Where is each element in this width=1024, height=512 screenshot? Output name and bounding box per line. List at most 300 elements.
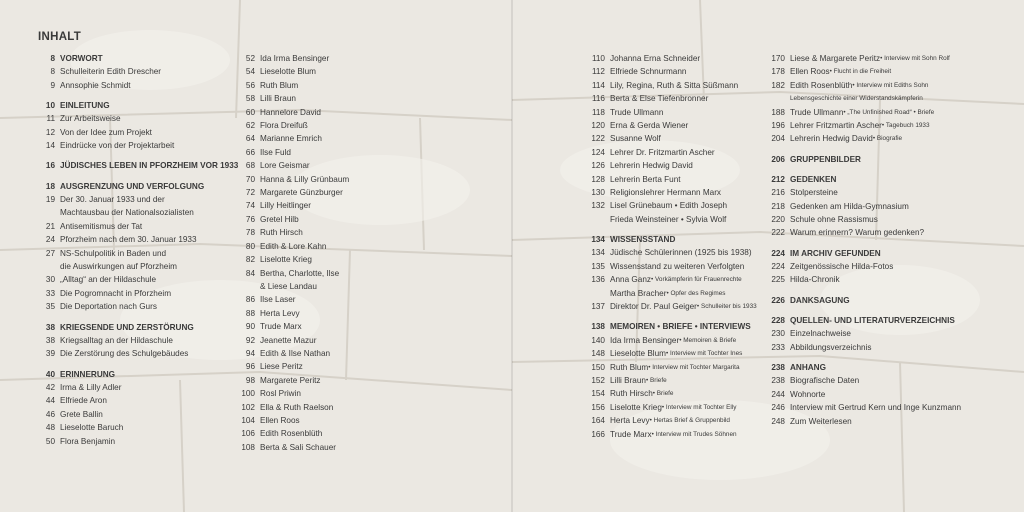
toc-section-heading [38,52,238,65]
entry-title: Bertha, Charlotte, Ilse [260,268,340,278]
toc-entry [585,159,757,172]
page-number: 182 [771,80,785,90]
page-number: 104 [241,415,255,425]
toc-entry [585,428,757,441]
entry-subtitle: • Tagebuch 1933 [882,119,930,132]
toc-entry [238,293,349,306]
toc-column-3 [585,52,757,441]
toc-column-1 [38,52,238,448]
toc-entry [585,414,757,427]
entry-title: Von der Idee zum Projekt [60,127,152,137]
entry-title: Edith Rosenblüth [260,429,323,439]
toc-entry [585,273,757,286]
entry-title: Zur Arbeitsweise [60,114,121,124]
toc-column-4 [765,52,961,428]
entry-title: Lehrerin Berta Funt [610,174,681,184]
page-number: 10 [45,101,55,111]
toc-entry [238,106,349,119]
entry-title: Eindrücke von der Projektarbeit [60,141,175,151]
page-number: 8 [50,67,55,77]
page-number: 122 [591,134,605,144]
entry-subtitle: • Interview mit Tochter Elly [662,401,737,414]
entry-title: Die Deportation nach Gurs [60,302,157,312]
entry-title: WISSENSSTAND [610,235,676,245]
page-number: 102 [241,402,255,412]
page-number: 54 [245,67,255,77]
entry-subtitle: • Interview mit Tochter Margarita [648,361,739,374]
page-number: 100 [241,389,255,399]
toc-entry [765,401,961,414]
entry-title: Schule ohne Rassismus [790,215,878,225]
page-number: 166 [591,429,605,439]
toc-entry [585,65,757,78]
page-number: 46 [45,409,55,419]
page-number: 135 [591,261,605,271]
toc-entry [38,394,238,407]
page-number: 212 [771,174,785,184]
page-title: INHALT [38,31,82,43]
page-number: 238 [771,362,785,372]
entry-subtitle: • Schulleiter bis 1933 [697,300,757,313]
page-number [585,213,605,226]
toc-entry [38,193,238,206]
entry-subtitle: • Interview mit Ediths Sohn [852,79,928,92]
entry-title: Trude Ullmann [610,107,664,117]
toc-section-heading [585,233,757,246]
entry-title: Annsophie Schmidt [60,80,131,90]
toc-entry [38,300,238,313]
entry-title: Religionslehrer Hermann Marx [610,188,722,198]
entry-title: Interview mit Gertrud Kern und Inge Kunzmann [790,403,962,413]
entry-title: NS-Schulpolitik in Baden und [60,248,167,258]
entry-title: Ruth Hirsch [260,228,303,238]
entry-title: Lilli Braun [610,375,646,385]
entry-subtitle: • Interview mit Trudes Söhnen [652,428,737,441]
toc-section-heading [38,180,238,193]
toc-section-heading [38,368,238,381]
page-number: 112 [591,67,605,77]
page-number: 152 [591,375,605,385]
toc-entry [38,65,238,78]
entry-title: Margarete Peritz [260,375,321,385]
toc-entry [238,307,349,320]
page-number: 114 [591,80,605,90]
page-number: 56 [245,80,255,90]
page-number: 74 [245,201,255,211]
toc-section-heading [765,294,961,307]
page-number: 224 [771,262,785,272]
page-number: 134 [591,235,605,245]
page-number: 218 [771,201,785,211]
entry-title: Wissensstand zu weiteren Verfolgten [610,261,745,271]
page-number: 44 [45,396,55,406]
entry-title: Liselotte Krieg [610,402,662,412]
entry-title: Marianne Emrich [260,134,322,144]
page-number: 233 [771,342,785,352]
toc-entry [765,200,961,213]
page-number: 82 [245,255,255,265]
entry-title: EINLEITUNG [60,101,110,111]
entry-title: Einzelnachweise [790,329,851,339]
toc-entry [238,65,349,78]
toc-entry [585,199,757,212]
entry-title: Ella & Ruth Raelson [260,402,334,412]
toc-entry [238,119,349,132]
toc-entry [765,132,961,145]
page-number: 40 [45,369,55,379]
entry-title: Jeanette Mazur [260,335,317,345]
page-number: 33 [45,288,55,298]
page-number: 246 [771,403,785,413]
page-number: 137 [591,302,605,312]
page-number: 244 [771,389,785,399]
toc-entry [238,226,349,239]
entry-title: Ida Irma Bensinger [610,335,680,345]
entry-title: Lehrer Dr. Fritzmartin Ascher [610,147,715,157]
page-number: 16 [45,161,55,171]
entry-title: IM ARCHIV GEFUNDEN [790,248,881,258]
page-number: 224 [771,248,785,258]
entry-title: Elfriede Schnurmann [610,67,687,77]
toc-entry [238,253,349,266]
entry-title: Liese Peritz [260,362,303,372]
toc-entry [585,92,757,105]
toc-entry [38,408,238,421]
entry-title: Die Zerstörung des Schulgebäudes [60,349,189,359]
toc-entry [38,334,238,347]
page-number: 216 [771,188,785,198]
page-number [38,260,55,273]
page-number: 124 [591,147,605,157]
entry-title: Anna Ganz [610,275,651,285]
toc-entry [765,92,961,105]
page-number: 68 [245,161,255,171]
toc-entry [238,173,349,186]
entry-title: Susanne Wolf [610,134,661,144]
toc-entry [585,52,757,65]
page-number: 64 [245,134,255,144]
entry-title: MEMOIREN • BRIEFE • INTERVIEWS [610,322,751,332]
page-number: 138 [591,322,605,332]
page-number: 88 [245,308,255,318]
toc-entry [765,106,961,119]
entry-title: & Liese Landau [260,281,317,291]
toc-entry [238,360,349,373]
entry-title: Irma & Lilly Adler [60,382,122,392]
toc-entry [238,280,349,293]
toc-entry [238,374,349,387]
entry-title: Flora Dreifuß [260,121,308,131]
entry-title: Rosl Priwin [260,389,301,399]
page-number: 76 [245,214,255,224]
toc-entry [585,132,757,145]
entry-subtitle: Lebensgeschichte einer Widerstandskämpferin [790,95,923,103]
toc-entry [585,106,757,119]
entry-title: Martha Bracher [610,288,667,298]
page-number: 132 [591,201,605,211]
toc-section-heading [765,247,961,260]
entry-title: Elfriede Aron [60,396,107,406]
toc-entry [585,146,757,159]
entry-title: Gretel Hilb [260,214,299,224]
entry-title: Flora Benjamin [60,436,116,446]
page-number: 30 [45,275,55,285]
entry-title: Lieselotte Blum [260,67,316,77]
entry-title: Lilli Braun [260,94,296,104]
entry-subtitle: • Hertas Brief & Gruppenbild [650,414,730,427]
page-number: 58 [245,94,255,104]
toc-entry [585,401,757,414]
page-number: 230 [771,329,785,339]
toc-entry [238,347,349,360]
entry-title: JÜDISCHES LEBEN IN PFORZHEIM VOR 1933 [60,161,239,171]
page-number: 134 [591,248,605,258]
toc-entry [765,119,961,132]
entry-subtitle: • Briefe [646,374,667,387]
page-number: 136 [591,275,605,285]
entry-title: Ruth Hirsch [610,389,653,399]
page-number: 178 [771,67,785,77]
toc-entry [765,226,961,239]
entry-subtitle: • Vorkämpferin für Frauenrechte [651,273,742,286]
toc-entry [585,260,757,273]
page-number: 72 [245,188,255,198]
entry-title: Abbildungsverzeichnis [790,342,872,352]
page-number: 27 [45,248,55,258]
entry-title: VORWORT [60,54,103,63]
toc-entry [38,347,238,360]
entry-title: Hannelore David [260,107,321,117]
toc-entry [765,213,961,226]
entry-title: Trude Marx [260,322,302,332]
page-number: 42 [45,382,55,392]
entry-title: Lehrerin Hedwig David [610,161,693,171]
entry-title: die Auswirkungen auf Pforzheim [60,262,177,272]
page-number: 90 [245,322,255,332]
page-number: 128 [591,174,605,184]
page-number: 248 [771,416,785,426]
entry-title: Erna & Gerda Wiener [610,121,689,131]
entry-title: Wohnorte [790,389,826,399]
page-number: 108 [241,442,255,452]
page-number: 188 [771,107,785,117]
toc-entry [38,273,238,286]
entry-title: Lily, Regina, Ruth & Sitta Süßmann [610,80,739,90]
page-number: 9 [50,80,55,90]
toc-entry [765,388,961,401]
page-number: 8 [50,54,55,63]
toc-section-heading [765,361,961,374]
entry-title: Warum erinnern? Warum gedenken? [790,228,925,238]
page-number: 126 [591,161,605,171]
entry-title: Zeitgenössische Hilda-Fotos [790,262,894,272]
toc-entry [765,273,961,286]
entry-title: Lehrerin Hedwig David [790,134,873,144]
toc-entry [238,320,349,333]
entry-title: Hilda-Chronik [790,275,840,285]
entry-subtitle: • Biografie [873,132,902,145]
toc-entry [765,260,961,273]
page-number: 130 [591,188,605,198]
page-number: 21 [45,221,55,231]
entry-title: Ilse Laser [260,295,296,305]
entry-title: Ilse Fuld [260,147,291,157]
toc-entry [38,112,238,125]
page-number [585,287,605,300]
page-number: 66 [245,147,255,157]
toc-entry [765,341,961,354]
entry-title: Liselotte Krieg [260,255,312,265]
toc-section-heading [38,159,238,172]
entry-title: Machtausbau der Nationalsozialisten [60,208,194,218]
toc-entry [38,421,238,434]
page-number: 228 [771,315,785,325]
entry-subtitle: • Briefe [653,387,674,400]
toc-entry [585,334,757,347]
entry-subtitle: • Flucht in die Freiheit [830,65,892,78]
toc-section-heading [585,320,757,333]
toc-entry [585,287,757,300]
entry-title: Die Pogromnacht in Pforzheim [60,288,172,298]
entry-subtitle: • Opfer des Regimes [666,287,725,300]
entry-title: ERINNERUNG [60,369,116,379]
toc-entry [38,381,238,394]
toc-entry [238,334,349,347]
toc-section-heading [765,153,961,166]
toc-entry [238,213,349,226]
page-number: 196 [771,121,785,131]
entry-title: ANHANG [790,362,826,372]
entry-title: AUSGRENZUNG UND VERFOLGUNG [60,181,205,191]
toc-entry [585,387,757,400]
entry-title: Stolpersteine [790,188,838,198]
page-number: 238 [771,376,785,386]
toc-entry [765,186,961,199]
entry-title: Ruth Blum [610,362,649,372]
entry-title: Lieselotte Baruch [60,423,124,433]
toc-entry [38,260,238,273]
entry-title: Gedenken am Hilda-Gymnasium [790,201,909,211]
toc-entry [238,159,349,172]
entry-title: Lehrer Fritzmartin Ascher [790,121,882,131]
toc-entry [585,300,757,313]
page-number: 156 [591,402,605,412]
page-number: 140 [591,335,605,345]
entry-title: Trude Marx [610,429,652,439]
entry-title: DANKSAGUNG [790,295,850,305]
toc-column-2 [238,52,349,454]
toc-entry [585,213,757,226]
toc-entry [238,186,349,199]
toc-entry [38,206,238,219]
toc-entry [238,146,349,159]
toc-entry [585,119,757,132]
toc-entry [238,414,349,427]
toc-entry [38,247,238,260]
entry-title: Lisel Grünebaum • Edith Joseph [610,201,728,211]
page-number: 62 [245,121,255,131]
page-number: 96 [245,362,255,372]
toc-entry [38,435,238,448]
entry-title: Kriegsalltag an der Hildaschule [60,335,173,345]
page-number: 148 [591,349,605,359]
page-number: 50 [45,436,55,446]
entry-title: Ida Irma Bensinger [260,54,330,63]
entry-title: Ruth Blum [260,80,299,90]
entry-title: Jüdische Schülerinnen (1925 bis 1938) [610,248,752,258]
page-number: 60 [245,107,255,117]
entry-title: Hanna & Lilly Grünbaum [260,174,350,184]
toc-entry [765,327,961,340]
page-number: 170 [771,54,785,63]
toc-entry [238,52,349,65]
page-number: 120 [591,121,605,131]
toc-entry [238,92,349,105]
entry-title: Berta & Sali Schauer [260,442,337,452]
toc-entry [765,65,961,78]
toc-entry [238,427,349,440]
entry-title: GEDENKEN [790,174,837,184]
page-number: 78 [245,228,255,238]
toc-entry [238,132,349,145]
page-number [765,92,785,105]
entry-title: QUELLEN- UND LITERATURVERZEICHNIS [790,315,955,325]
toc-entry [238,401,349,414]
page-number: 94 [245,348,255,358]
page-number: 206 [771,154,785,164]
entry-title: KRIEGSENDE UND ZERSTÖRUNG [60,322,194,332]
toc-entry [585,361,757,374]
page-number: 14 [45,141,55,151]
page-number: 52 [245,54,255,63]
page-number: 18 [45,181,55,191]
page-number: 80 [245,241,255,251]
entry-title: Ellen Roos [790,67,830,77]
toc-entry [38,139,238,152]
page-number: 110 [591,54,605,63]
toc-entry [238,441,349,454]
page-number: 86 [245,295,255,305]
entry-title: Direktor Dr. Paul Geiger [610,302,697,312]
entry-subtitle: • Interview mit Tochter Ines [666,347,742,360]
page-number: 98 [245,375,255,385]
entry-subtitle: • Interview mit Sohn Rolf [880,52,950,65]
toc-entry [585,79,757,92]
page-number: 154 [591,389,605,399]
entry-title: „Alltag“ an der Hildaschule [60,275,157,285]
toc-entry [585,186,757,199]
entry-title: Biografische Daten [790,376,860,386]
entry-title: Berta & Else Tiefenbronner [610,94,709,104]
toc-entry [585,374,757,387]
toc-entry [238,267,349,280]
page-number: 164 [591,416,605,426]
toc-entry [765,374,961,387]
page-number: 19 [45,195,55,205]
toc-section-heading [765,173,961,186]
toc-entry [38,79,238,92]
toc-entry [585,347,757,360]
page-number: 48 [45,423,55,433]
entry-subtitle: • Memoiren & Briefe [679,334,736,347]
toc-entry [238,199,349,212]
page-number: 70 [245,174,255,184]
entry-title: Herta Levy [610,416,650,426]
page-number: 39 [45,349,55,359]
toc-section-heading [38,99,238,112]
entry-title: Frieda Weinsteiner • Sylvia Wolf [610,214,727,224]
page-number [38,206,55,219]
